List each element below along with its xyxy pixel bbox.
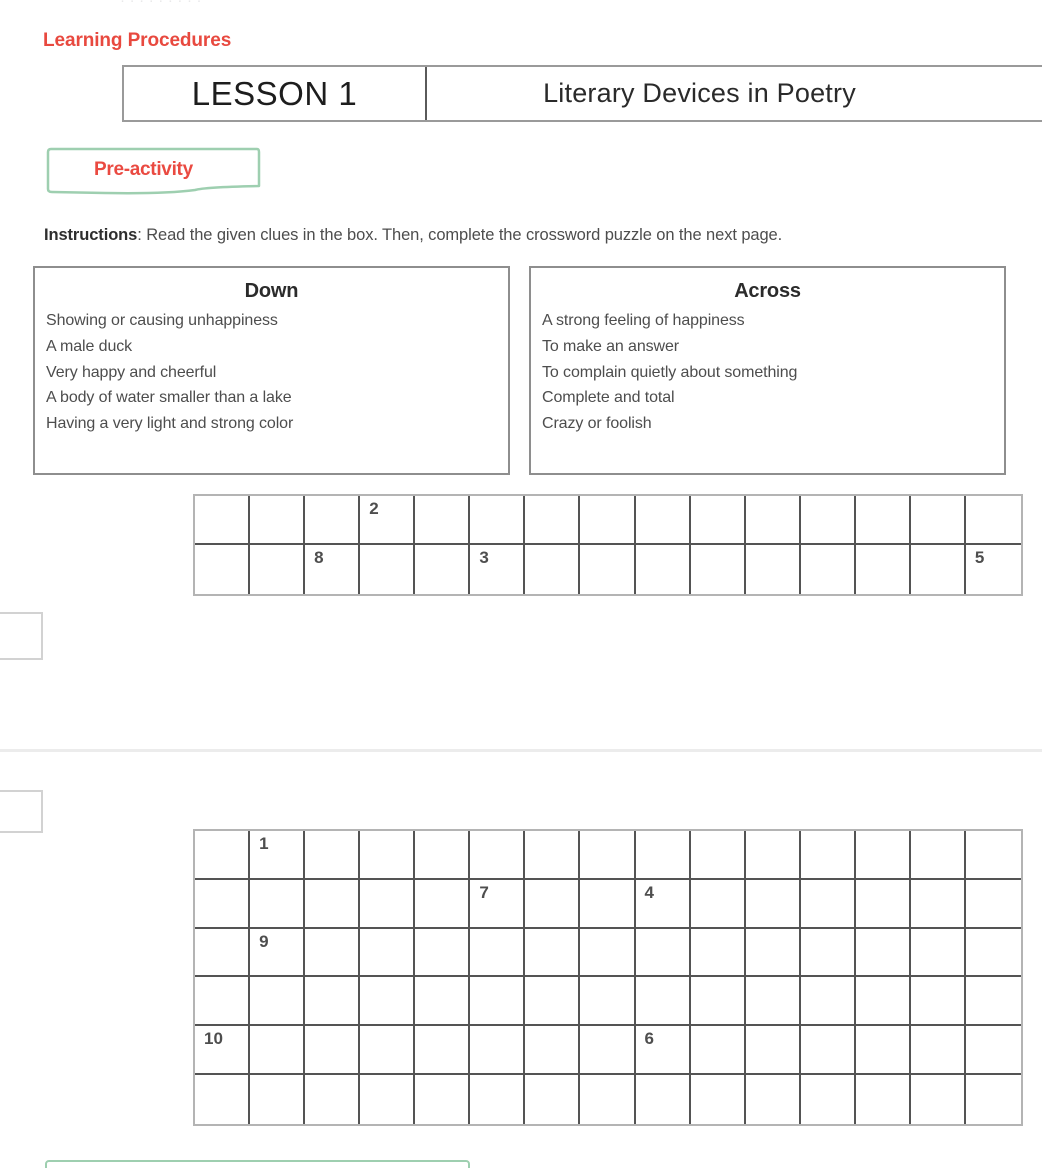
crossword-cell[interactable] [911, 496, 966, 545]
crossword-cell[interactable] [360, 880, 415, 929]
crossword-cell[interactable] [305, 1026, 360, 1075]
clues-container [33, 266, 1006, 475]
clues-list-down [35, 308, 508, 437]
crossword-cell[interactable] [195, 880, 250, 929]
crossword-cell[interactable] [856, 1075, 911, 1124]
crossword-clue-number: 9 [259, 931, 269, 951]
crossword-cell[interactable] [691, 880, 746, 929]
crossword-cell[interactable] [470, 545, 525, 594]
clues-list-across [531, 308, 1004, 437]
crossword-cell[interactable] [250, 929, 305, 978]
crossword-cell[interactable] [746, 1075, 801, 1124]
crossword-row [195, 1026, 1021, 1075]
crossword-cell[interactable] [580, 545, 635, 594]
crossword-grid-bottom[interactable] [193, 829, 1023, 1126]
page-edge-box-fragment-upper [0, 612, 43, 660]
crossword-cell[interactable] [305, 496, 360, 545]
crossword-cell[interactable] [415, 831, 470, 880]
crossword-cell[interactable] [525, 1075, 580, 1124]
pre-activity-callout [45, 146, 262, 196]
crossword-cell[interactable] [195, 1075, 250, 1124]
crossword-cell[interactable] [580, 1026, 635, 1075]
clue-item: Having a very light and strong color [46, 415, 294, 432]
crossword-row [195, 929, 1021, 978]
clue-item: To complain quietly about something [542, 363, 798, 381]
crossword-cell[interactable] [305, 880, 360, 929]
crossword-cell[interactable] [195, 496, 250, 545]
crossword-cell[interactable] [691, 496, 746, 545]
crossword-row [195, 496, 1021, 545]
crossword-cell[interactable] [360, 545, 415, 594]
clue-item: Showing or causing unhappiness [46, 312, 278, 329]
lesson-header-table [122, 65, 1042, 122]
crossword-cell[interactable] [525, 545, 580, 594]
crossword-cell[interactable] [911, 977, 966, 1026]
section-label-learning-procedures: Learning Procedures [43, 30, 232, 51]
crossword-cell[interactable] [360, 1075, 415, 1124]
crossword-clue-number: 6 [644, 1029, 654, 1049]
crossword-cell[interactable] [360, 1026, 415, 1075]
crossword-cell[interactable] [966, 880, 1021, 929]
crossword-cell[interactable] [801, 929, 856, 978]
crossword-cell[interactable] [415, 1026, 470, 1075]
crossword-cell[interactable] [580, 496, 635, 545]
crossword-cell[interactable] [856, 977, 911, 1026]
crossword-cell[interactable] [636, 545, 691, 594]
crossword-cell[interactable] [691, 545, 746, 594]
pre-activity-label: Pre-activity [94, 159, 193, 180]
crossword-cell[interactable] [746, 880, 801, 929]
crossword-cell[interactable] [250, 545, 305, 594]
crossword-cell[interactable] [360, 831, 415, 880]
crossword-cell[interactable] [636, 496, 691, 545]
crossword-cell[interactable] [305, 1075, 360, 1124]
crossword-cell[interactable] [691, 1075, 746, 1124]
crossword-cell[interactable] [856, 929, 911, 978]
crossword-cell[interactable] [580, 880, 635, 929]
crossword-cell[interactable] [856, 880, 911, 929]
crossword-cell[interactable] [580, 929, 635, 978]
crossword-cell[interactable] [801, 1026, 856, 1075]
crossword-cell[interactable] [525, 1026, 580, 1075]
crossword-cell[interactable] [195, 1026, 250, 1075]
crossword-cell[interactable] [636, 1075, 691, 1124]
crossword-cell[interactable] [966, 831, 1021, 880]
crossword-cell[interactable] [966, 496, 1021, 545]
crossword-cell[interactable] [801, 880, 856, 929]
crossword-cell[interactable] [966, 1026, 1021, 1075]
crossword-cell[interactable] [580, 977, 635, 1026]
crossword-cell[interactable] [250, 880, 305, 929]
crossword-row [195, 831, 1021, 880]
crossword-cell[interactable] [415, 977, 470, 1026]
crossword-grid-top[interactable] [193, 494, 1023, 596]
crossword-clue-number: 3 [479, 548, 489, 567]
clue-item: A body of water smaller than a lake [46, 389, 292, 407]
crossword-row [195, 977, 1021, 1026]
crossword-cell[interactable] [966, 929, 1021, 978]
crossword-clue-number: 7 [479, 882, 489, 902]
crossword-row [195, 880, 1021, 929]
crossword-cell[interactable] [360, 496, 415, 545]
lesson-number-text: LESSON 1 [191, 75, 358, 112]
crossword-cell[interactable] [525, 929, 580, 978]
crossword-cell[interactable] [415, 545, 470, 594]
crossword-cell[interactable] [195, 977, 250, 1026]
crossword-cell[interactable] [525, 496, 580, 545]
crossword-cell[interactable] [746, 929, 801, 978]
crossword-cell[interactable] [801, 977, 856, 1026]
crossword-cell[interactable] [195, 831, 250, 880]
crossword-cell[interactable] [525, 880, 580, 929]
crossword-cell[interactable] [911, 831, 966, 880]
crossword-cell[interactable] [691, 929, 746, 978]
crossword-cell[interactable] [415, 1075, 470, 1124]
clue-item: A strong feeling of happiness [542, 312, 745, 329]
crossword-cell[interactable] [636, 831, 691, 880]
crossword-cell[interactable] [250, 831, 305, 880]
crossword-cell[interactable] [801, 831, 856, 880]
crossword-cell[interactable] [746, 831, 801, 880]
crossword-cell[interactable] [856, 496, 911, 545]
crossword-cell[interactable] [360, 977, 415, 1026]
crossword-cell[interactable] [911, 880, 966, 929]
crossword-cell[interactable] [911, 1075, 966, 1124]
crossword-clue-number: 5 [974, 548, 985, 567]
crossword-cell[interactable] [305, 831, 360, 880]
crossword-clue-number: 10 [204, 1029, 223, 1049]
crossword-cell[interactable] [966, 545, 1021, 594]
crossword-cell[interactable] [636, 977, 691, 1026]
crossword-cell[interactable] [746, 545, 801, 594]
clue-item: Crazy or foolish [542, 415, 652, 432]
crossword-cell[interactable] [966, 977, 1021, 1026]
crossword-cell[interactable] [525, 831, 580, 880]
bottom-green-callout-fragment [45, 1160, 470, 1168]
crossword-cell[interactable] [636, 880, 691, 929]
clue-item: Complete and total [542, 389, 675, 407]
crossword-clue-number: 2 [369, 499, 379, 518]
instructions-bold-prefix: Instructions [44, 226, 138, 244]
crossword-cell[interactable] [580, 1075, 635, 1124]
lesson-title-cell [427, 67, 1042, 120]
crossword-cell[interactable] [691, 831, 746, 880]
crossword-row [195, 1075, 1021, 1124]
crossword-cell[interactable] [250, 1075, 305, 1124]
crossword-cell[interactable] [525, 977, 580, 1026]
crossword-cell[interactable] [470, 831, 525, 880]
clues-title-across: Across [734, 280, 801, 302]
lesson-number-cell [124, 67, 427, 120]
crossword-cell[interactable] [470, 1026, 525, 1075]
page-break-divider [0, 749, 1042, 752]
crossword-cell[interactable] [305, 545, 360, 594]
crossword-cell[interactable] [636, 1026, 691, 1075]
crossword-clue-number: 4 [644, 882, 654, 902]
crossword-clue-number: 8 [314, 548, 324, 567]
crossword-cell[interactable] [250, 977, 305, 1026]
crossword-cell[interactable] [470, 1075, 525, 1124]
crossword-cell[interactable] [360, 929, 415, 978]
instructions-line [44, 226, 782, 245]
crossword-cell[interactable] [911, 929, 966, 978]
crossword-cell[interactable] [691, 977, 746, 1026]
instructions-text: : Read the given clues in the box. Then, complete the crossword puzzle on the next page. [137, 226, 783, 244]
crossword-cell[interactable] [691, 1026, 746, 1075]
crossword-cell[interactable] [746, 977, 801, 1026]
crossword-row [195, 545, 1021, 594]
crossword-cell[interactable] [801, 545, 856, 594]
crossword-cell[interactable] [470, 880, 525, 929]
crossword-cell[interactable] [415, 496, 470, 545]
crossword-cell[interactable] [470, 977, 525, 1026]
crossword-cell[interactable] [856, 1026, 911, 1075]
crossword-cell[interactable] [966, 1075, 1021, 1124]
crossword-cell[interactable] [801, 1075, 856, 1124]
crossword-cell[interactable] [580, 831, 635, 880]
crossword-cell[interactable] [415, 880, 470, 929]
clue-item: To make an answer [542, 337, 680, 355]
crossword-cell[interactable] [250, 496, 305, 545]
crossword-cell[interactable] [746, 496, 801, 545]
crossword-cell[interactable] [470, 929, 525, 978]
crossword-cell[interactable] [856, 545, 911, 594]
page-edge-box-fragment-lower [0, 790, 43, 833]
top-cutoff-text: · · · · · · · · · [120, 0, 202, 9]
crossword-cell[interactable] [305, 929, 360, 978]
crossword-cell[interactable] [856, 831, 911, 880]
crossword-cell[interactable] [911, 545, 966, 594]
crossword-clue-number: 1 [259, 834, 269, 853]
crossword-cell[interactable] [470, 496, 525, 545]
clues-title-down: Down [244, 280, 299, 302]
crossword-cell[interactable] [415, 929, 470, 978]
clues-panel-down [33, 266, 510, 475]
crossword-cell[interactable] [305, 977, 360, 1026]
crossword-cell[interactable] [636, 929, 691, 978]
clues-panel-across [529, 266, 1006, 475]
lesson-title-text: Literary Devices in Poetry [543, 78, 856, 108]
clue-item: A male duck [46, 337, 133, 355]
crossword-cell[interactable] [746, 1026, 801, 1075]
crossword-cell[interactable] [195, 545, 250, 594]
crossword-cell[interactable] [195, 929, 250, 978]
crossword-cell[interactable] [250, 1026, 305, 1075]
crossword-cell[interactable] [911, 1026, 966, 1075]
crossword-cell[interactable] [801, 496, 856, 545]
clue-item: Very happy and cheerful [46, 363, 217, 381]
